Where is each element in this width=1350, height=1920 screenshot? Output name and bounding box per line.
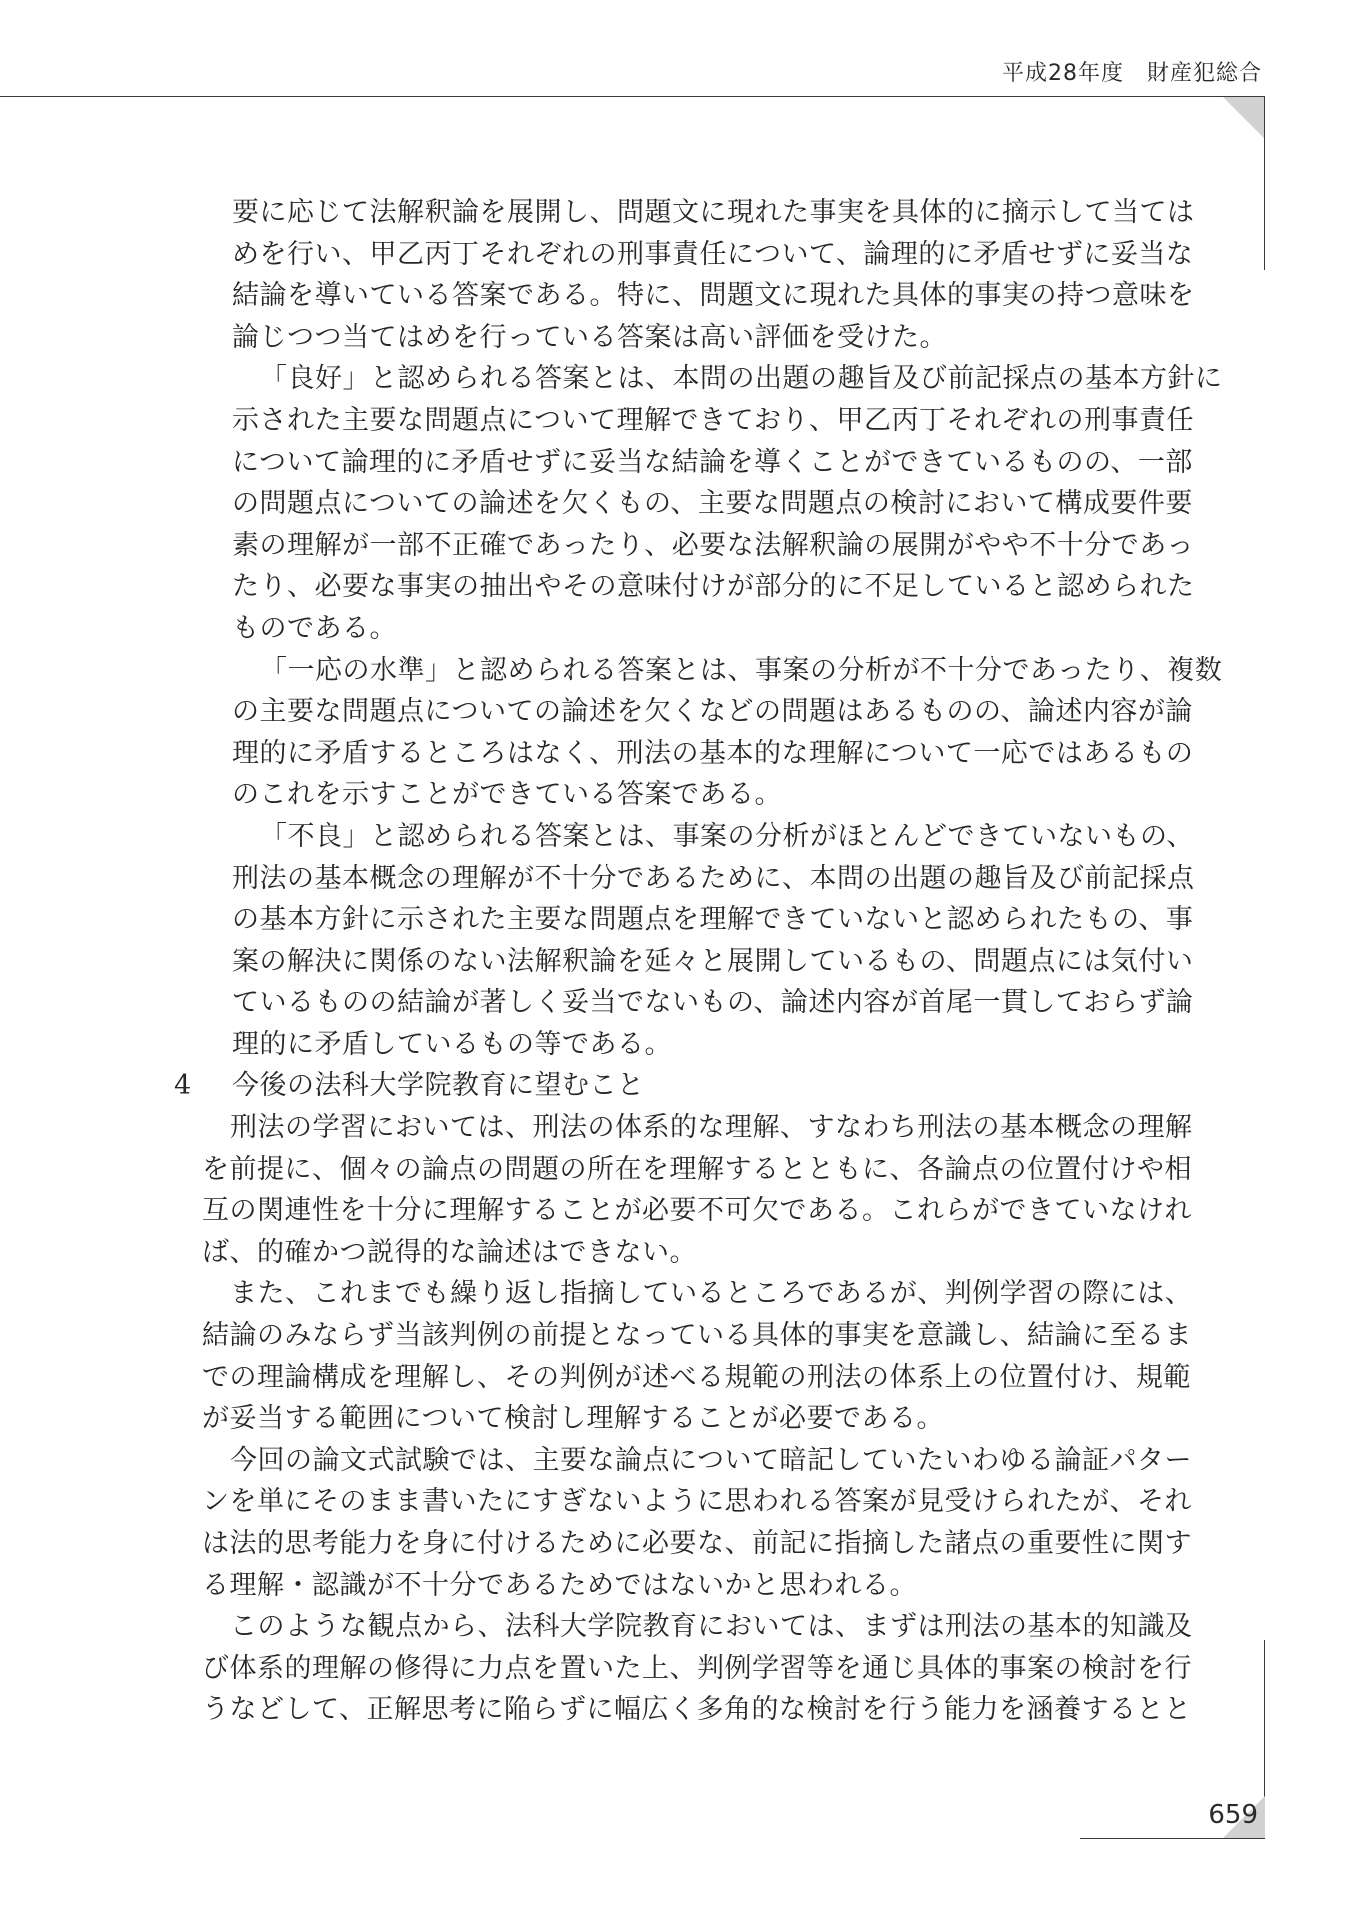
paragraph xyxy=(202,1606,1222,1731)
page-number: 659 xyxy=(1208,1800,1258,1830)
paragraph xyxy=(202,1273,1222,1439)
text-line: 理的に矛盾しているもの等である。 xyxy=(232,1028,672,1060)
text-line: ものである。 xyxy=(232,612,397,644)
text-line: び体系的理解の修得に力点を置いた上、判例学習等を通じ具体的事案の検討を行 xyxy=(202,1652,1192,1684)
header-title: 平成28年度 財産犯総合 xyxy=(1002,61,1262,86)
text-line: めを行い、甲乙丙丁それぞれの刑事責任について、論理的に矛盾せずに妥当な xyxy=(232,238,1194,270)
text-line: 「不良」と認められる答案とは、事案の分析がほとんどできていないもの、 xyxy=(260,820,1194,852)
paragraph xyxy=(232,358,1222,649)
text-line: のこれを示すことができている答案である。 xyxy=(232,779,782,811)
text-line: このような観点から、法科大学院教育においては、まずは刑法の基本的知識及 xyxy=(230,1611,1193,1643)
text-line: 理的に矛盾するところはなく、刑法の基本的な理解について一応ではあるもの xyxy=(232,737,1194,769)
paragraph xyxy=(202,1440,1222,1606)
section-title: 今後の法科大学院教育に望むこと xyxy=(232,1070,645,1102)
text-line: る理解・認識が不十分であるためではないかと思われる。 xyxy=(202,1569,917,1601)
text-line: 結論のみならず当該判例の前提となっている具体的事実を意識し、結論に至るま xyxy=(202,1320,1192,1352)
text-line: での理論構成を理解し、その判例が述べる規範の刑法の体系上の位置付け、規範 xyxy=(202,1361,1191,1393)
paragraph xyxy=(232,192,1222,358)
education-section xyxy=(202,1107,1222,1731)
section-number: 4 xyxy=(174,1070,192,1102)
grading-criteria-section xyxy=(232,192,1222,1065)
text-line: 刑法の基本概念の理解が不十分であるために、本問の出題の趣旨及び前記採点 xyxy=(232,862,1195,894)
text-line: の基本方針に示された主要な問題点を理解できていないと認められたもの、事 xyxy=(232,904,1194,936)
text-line: ンを単にそのまま書いたにすぎないように思われる答案が見受けられたが、それ xyxy=(202,1486,1192,1518)
text-line: は法的思考能力を身に付けるために必要な、前記に指摘した諸点の重要性に関す xyxy=(202,1528,1192,1559)
text-line: 結論を導いている答案である。特に、問題文に現れた具体的事実の持つ意味を xyxy=(232,280,1195,312)
text-line: 案の解決に関係のない法解釈論を延々と展開しているもの、問題点には気付い xyxy=(232,945,1194,977)
text-line: 今回の論文式試験では、主要な論点について暗記していたいわゆる論証パター xyxy=(230,1444,1192,1476)
header-rule xyxy=(0,96,1265,97)
section-heading xyxy=(174,1065,1222,1107)
text-line: が妥当する範囲について検討し理解することが必要である。 xyxy=(202,1403,944,1435)
text-line: 刑法の学習においては、刑法の体系的な理解、すなわち刑法の基本概念の理解 xyxy=(230,1112,1193,1144)
body-text xyxy=(174,192,1223,1731)
text-line: 示された主要な問題点について理解できており、甲乙丙丁それぞれの刑事責任 xyxy=(232,404,1194,436)
corner-tab-top xyxy=(1223,97,1265,139)
text-line: の主要な問題点についての論述を欠くなどの問題はあるものの、論述内容が論 xyxy=(232,696,1193,728)
text-line: 「良好」と認められる答案とは、本問の出題の趣旨及び前記採点の基本方針に xyxy=(260,363,1223,395)
text-line: ているものの結論が著しく妥当でないもの、論述内容が首尾一貫しておらず論 xyxy=(232,987,1194,1019)
footer-rule xyxy=(1080,1838,1265,1839)
text-line: を前提に、個々の論点の問題の所在を理解するとともに、各論点の位置付けや相 xyxy=(202,1153,1192,1185)
text-line: 要に応じて法解釈論を展開し、問題文に現れた事実を具体的に摘示して当ては xyxy=(232,197,1195,228)
text-line: うなどして、正解思考に陥らずに幅広く多角的な検討を行う能力を涵養するとと xyxy=(202,1694,1192,1726)
text-line: 論じつつ当てはめを行っている答案は高い評価を受けた。 xyxy=(232,321,947,353)
paragraph xyxy=(232,650,1222,816)
side-rule-upper xyxy=(1264,97,1265,270)
text-line: の問題点についての論述を欠くもの、主要な問題点の検討において構成要件要 xyxy=(232,488,1193,520)
paragraph xyxy=(202,1107,1222,1273)
text-line: たり、必要な事実の抽出やその意味付けが部分的に不足していると認められた xyxy=(232,571,1195,603)
text-line: 「一応の水準」と認められる答案とは、事案の分析が不十分であったり、複数 xyxy=(260,654,1223,686)
text-line: また、これまでも繰り返し指摘しているところであるが、判例学習の際には、 xyxy=(230,1278,1193,1310)
paragraph xyxy=(232,816,1222,1066)
text-line: について論理的に矛盾せずに妥当な結論を導くことができているものの、一部 xyxy=(232,446,1193,478)
text-line: 素の理解が一部不正確であったり、必要な法解釈論の展開がやや不十分であっ xyxy=(232,529,1194,561)
text-line: ば、的確かつ説得的な論述はできない。 xyxy=(202,1236,697,1268)
text-line: 互の関連性を十分に理解することが必要不可欠である。これらができていなけれ xyxy=(202,1195,1192,1227)
